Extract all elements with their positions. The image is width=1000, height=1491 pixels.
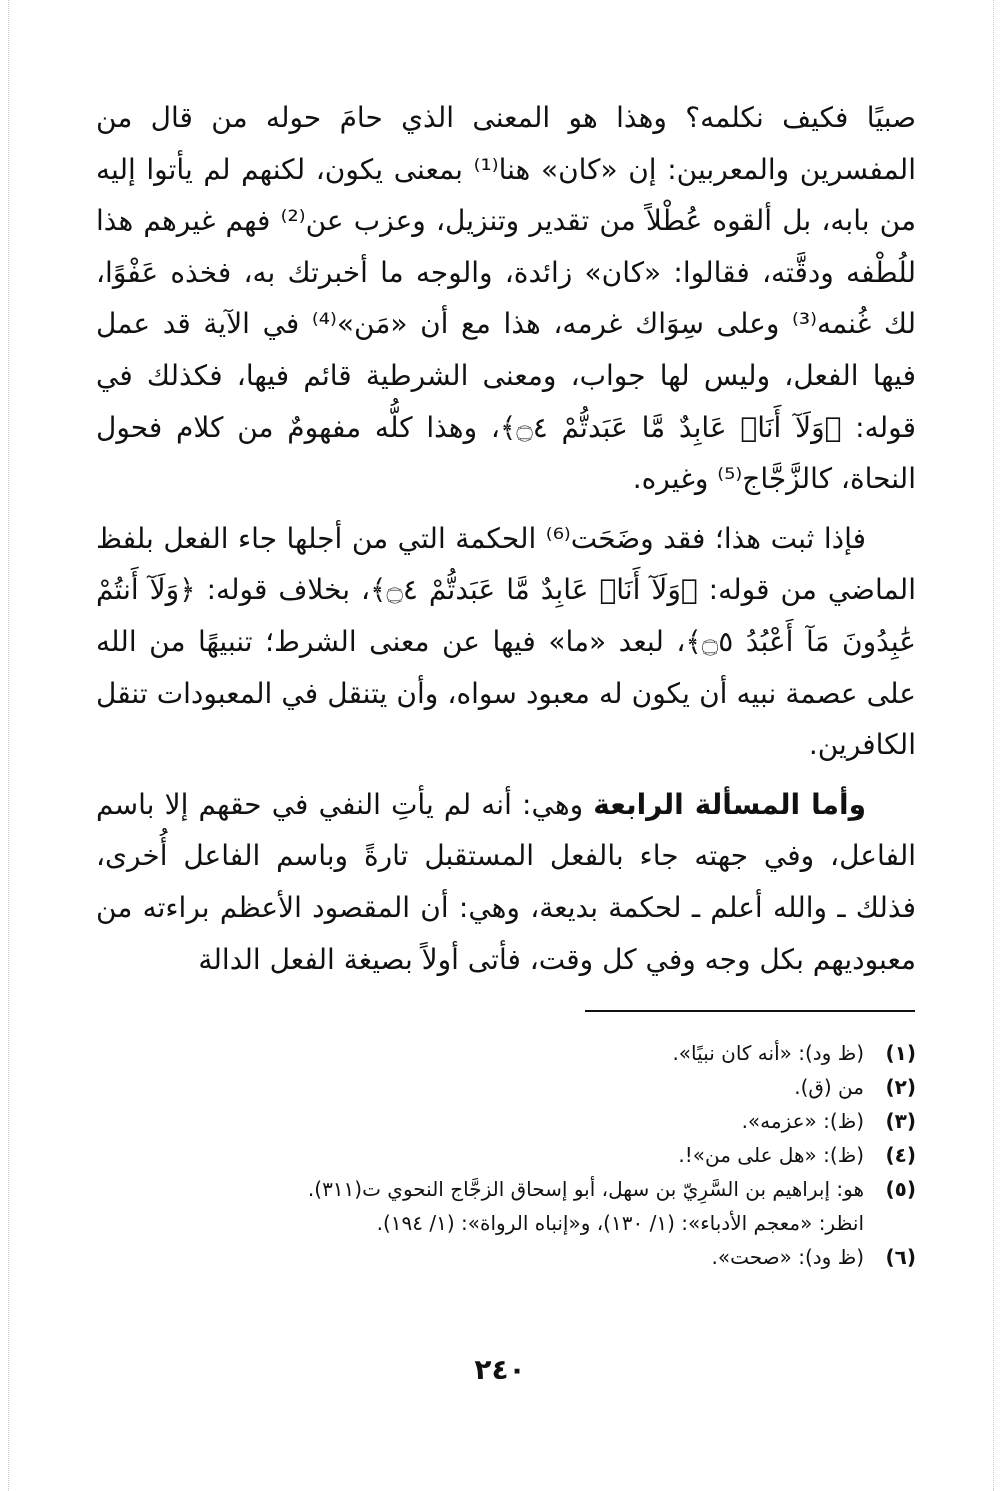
footnote (120, 1138, 916, 1172)
footnote-text: من (ق). (794, 1075, 864, 1099)
footnote-separator (585, 1010, 915, 1012)
footnote (120, 1070, 916, 1104)
footnote-text: (ظ): «هل على من»!. (678, 1143, 864, 1167)
scan-margin-left (8, 0, 9, 1491)
footnote-text: (ظ): «عزمه». (741, 1109, 864, 1133)
section-lead: وأما المسألة الرابعة (593, 787, 866, 821)
footnote-number: (٢) (885, 1075, 916, 1099)
footnote-number: (٤) (885, 1143, 916, 1167)
footnote-text: (ظ ود): «أنه كان نبيًا». (672, 1041, 864, 1065)
paragraph: فإذا ثبت هذا؛ فقد وضَحَت⁽⁶⁾ الحكمة التي من أجلها جاء الفعل بلفظ الماضي من قوله: ﴿وَلَآ أَنَا۠ عَابِدٌ مَّا عَبَدتُّمْ ۝٤﴾، بخلاف قوله: ﴿وَلَآ أَنتُمْ عَٰبِدُونَ مَآ أَعْبُدُ ۝٥﴾، لبعد «ما» فيها عن معنى الشرط؛ تنبيهًا من الله على عصمة نبيه أن يكون له معبود سواه، وأن يتنقل في المعبودات تنقل الكافرين. (96, 521, 916, 762)
footnotes (120, 1036, 916, 1274)
footnote-number: (٦) (885, 1245, 916, 1269)
paragraph (96, 779, 916, 985)
footnote-text: هو: إبراهيم بن السَّرِيّ بن سهل، أبو إسحاق الزجَّاج النحوي ت(٣١١). (307, 1177, 864, 1201)
footnote (120, 1172, 916, 1240)
footnote (120, 1036, 916, 1070)
paragraph: صبيًا فكيف نكلمه؟ وهذا هو المعنى الذي حامَ حوله من قال من المفسرين والمعربين: إن «كان» هنا⁽¹⁾ بمعنى يكون، لكنهم لم يأتوا إليه من بابه، بل ألقوه عُطْلاً من تقدير وتنزيل، وعزب عن⁽²⁾ فهم غيرهم هذا للُطْفه ودقَّته، فقالوا: «كان» زائدة، والوجه ما أخبرتك به، فخذه عَفْوًا، لك غُنمه⁽³⁾ وعلى سِوَاك غرمه، هذا مع أن «مَن»⁽⁴⁾ في الآية قد عمل فيها الفعل، وليس لها جواب، ومعنى الشرطية قائم فيها، فكذلك في قوله: ﴿وَلَآ أَنَا۠ عَابِدٌ مَّا عَبَدتُّمْ ۝٤﴾، وهذا كلُّه مفهومٌ من كلام فحول النحاة، كالزَّجَّاج⁽⁵⁾ وغيره. (96, 101, 917, 496)
footnote-number: (١) (885, 1041, 916, 1065)
page-number: ٢٤٠ (474, 1353, 526, 1386)
paragraph-text: وهي: أنه لم يأتِ النفي في حقهم إلا باسم الفاعل، وفي جهته جاء بالفعل المستقبل تارةً وباسم الفاعل أُخرى، فذلك ـ والله أعلم ـ لحكمة بديعة، وهي: أن المقصود الأعظم براءته من معبوديهم بكل وجه وفي كل وقت، فأتى أولاً بصيغة الفعل الدالة (96, 787, 916, 976)
footnote (120, 1104, 916, 1138)
footnote (120, 1240, 916, 1274)
footnote-number: (٥) (885, 1177, 916, 1201)
footnote-text: انظر: «معجم الأدباء»: (١/ ١٣٠)، و«إنباه الرواة»: (١/ ١٩٤). (376, 1211, 864, 1235)
footnote-text: (ظ ود): «صحت». (711, 1245, 864, 1269)
main-text (96, 92, 916, 985)
footnote-number: (٣) (885, 1109, 916, 1133)
scan-margin-right (993, 0, 994, 1491)
